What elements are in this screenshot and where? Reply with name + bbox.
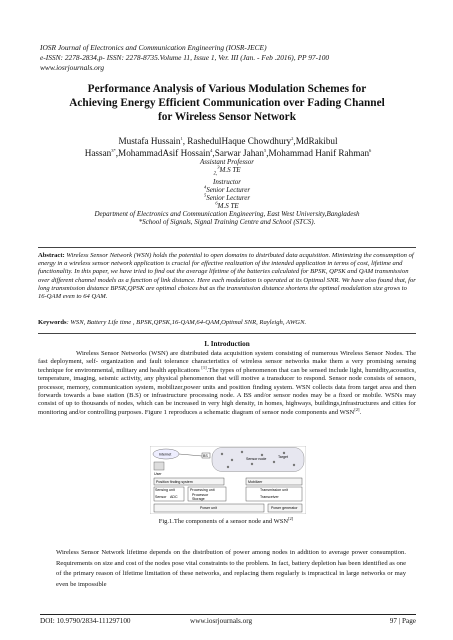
para-text: .The types of phenomenon that can be sensed include light, humidity,acoustics, temperature, imaging, seismic activity, any physical phenomenon that will motive a transducer to respond. Sensor node consists of sensors, processor, memory, communication system, mobilizer,power units and position finding system. WSN collects data from target area and then forwards towards a base station (B.S) or infrastructure processing node. A BS and/or sensor nodes may be a fixed or mobile. WSNs may consist of up to thousands of nodes, which can be increased in very high density, in homes, highways, buildings,infrastructures and cities for monitoring and/or controlling purposes. Figure 1 reproduces a schematic diagram of sensor node components and WSN [38, 366, 416, 416]
transceiver-label: Transceiver [260, 495, 279, 499]
journal-issn: e-ISSN: 2278-2834,p- ISSN: 2278-8735.Volume 11, Issue 1, Ver. III (Jan. - Feb .2016), PP 97-100 [40, 53, 330, 62]
journal-url[interactable]: www.iosrjournals.org [40, 63, 105, 72]
divider [38, 247, 416, 248]
citation[interactable]: [2] [354, 406, 360, 412]
author-sup: 4 [210, 147, 213, 153]
title-line: Achieving Energy Efficient Communication over Fading Channel [69, 97, 385, 109]
author-sup: 1 [180, 135, 183, 141]
citation[interactable]: [2] [288, 515, 294, 521]
keywords-text: : WSN, Battery Life time , BPSK,QPSK,16-QAM,64-QAM,Optimal SNR, Rayleigh, AWGN. [66, 319, 307, 326]
bs-label: BS [203, 454, 208, 458]
author-name: , RashedulHaque Chowdhury [182, 136, 292, 146]
doi[interactable]: DOI: 10.9790/2834-111297100 [40, 617, 131, 625]
power-generator-label: Power generator [271, 506, 298, 510]
title-line: for Wireless Sensor Network [158, 111, 296, 123]
author-name: Hassan [84, 148, 112, 158]
abstract [38, 252, 416, 301]
user-computer-icon [154, 462, 164, 470]
author-line [44, 135, 412, 147]
author-name: ,Mohammad Hanif Rahman [266, 148, 370, 158]
affil-text: M.S TE [217, 202, 239, 211]
power-unit-label: Power unit [200, 506, 217, 510]
department: Department of Electronics and Communication Engineering, East West University,Bangladesh [94, 210, 360, 219]
affil-sup: 6 [215, 201, 218, 207]
author-name: Mustafa Hussain [118, 136, 181, 146]
author-name: ,MdRakibul [293, 136, 338, 146]
intro-paragraph-2: Wireless Sensor Network lifetime depends on the distribution of power among nodes in addition to average power consumption. Requirements on size and cost of the nodes pose vital constraints to the problem. In fact, battery depletion has been identified as one of the primary reason of lifetime limitation of these networks, and replacing them regularly is impractical in large networks or may even be impossible [56, 549, 406, 588]
sensor-node-label: Sensor node [246, 457, 267, 461]
mobilizer-label: Mobilizer [248, 480, 263, 484]
abstract-label: Abstract: [38, 252, 65, 259]
citation[interactable]: [1] [201, 364, 207, 370]
page-footer [40, 614, 416, 625]
transmission-unit-label: Transmission unit [260, 488, 289, 492]
caption-text: Fig.1.The components of a sensor node and WSN [158, 518, 289, 525]
page-number: 97 | Page [389, 617, 416, 625]
journal-header [40, 43, 329, 73]
author-sup: 6 [369, 147, 372, 153]
figure-caption [136, 515, 316, 525]
affil-sup: 4 [203, 185, 207, 191]
processing-unit-label: Processing unit [190, 488, 215, 492]
affil-line [28, 166, 426, 178]
affil-text: M.S TE [219, 166, 241, 174]
affil-sup: 5 [203, 193, 207, 199]
footer-url[interactable]: www.iosrjournals.org [190, 617, 253, 625]
affil-line: Assistant Professor [200, 158, 254, 166]
intro-paragraph [38, 350, 416, 417]
internet-label: Internet [159, 452, 172, 457]
adc-label: ADC [170, 495, 178, 499]
author-sup: 2 [291, 135, 294, 141]
affil-line [28, 202, 426, 210]
affil-text: Senior Lecturer [206, 186, 251, 195]
storage-label: Storage [192, 497, 205, 501]
affil-text: Senior Lecturer [206, 194, 251, 203]
school: *School of Signals, Signal Training Centre and School (STCS). [138, 218, 316, 227]
journal-name: IOSR Journal of Electronics and Communication Engineering (IOSR-JECE) [40, 43, 267, 52]
keywords [38, 319, 416, 327]
affiliations [28, 158, 426, 226]
author-list [44, 135, 412, 159]
author-sup: 3* [111, 147, 116, 153]
paper-title [30, 82, 424, 124]
abstract-text: Wireless Sensor Network (WSN) holds the potential to open domains to distributed data acquisition. Minimizing the consumption of energy in a wireless sensor network application is crucial for effective realization of the intended application in terms of cost, lifetime and functionality. In this paper, we have tried to find out the average lifetime of the batteries calculated for BPSK, QPSK and QAM transmission over different channel models as a function of link distance. Here each modulation is operated at its Optimal SNR. We have also found that, for long transmission distance BPSK,QPSK are optimal choices but as the transmission distance shortens the optimal modulation size grows to 16-QAM even to 64 QAM. [38, 252, 416, 301]
para-text: Wireless Sensor Networks (WSN) are distributed data acquisition system consisting of numerous Wireless Sensor Nodes. The fast deployment, self- organization and fault tolerance characteristics of wireless sensor networks make them a very promising sensing technique for environmental, military and health applications [38, 350, 416, 374]
section-heading: I. Introduction [204, 340, 250, 348]
processor-label: Processor [192, 493, 209, 497]
author-name: ,Sarwar Jahan [212, 148, 264, 158]
target-label: Target [278, 455, 288, 459]
affil-sup: 3 [217, 164, 220, 170]
sensing-unit-label: Sensing unit [155, 488, 175, 492]
sensor-node-figure [150, 446, 306, 514]
affil-sub: 2, [213, 171, 218, 177]
title-line: Performance Analysis of Various Modulation Schemes for [87, 83, 367, 95]
user-label: User [154, 472, 162, 476]
sensor-label: Sensor [155, 495, 167, 499]
affil-line: Instructor [213, 178, 241, 187]
para-text: . [359, 408, 362, 416]
divider [38, 333, 416, 334]
keywords-label: Keywords [38, 319, 67, 326]
author-name: ,MohammadAsif Hossain [115, 148, 211, 158]
position-label: Position finding system [156, 480, 193, 484]
author-sup: 5 [263, 147, 267, 153]
